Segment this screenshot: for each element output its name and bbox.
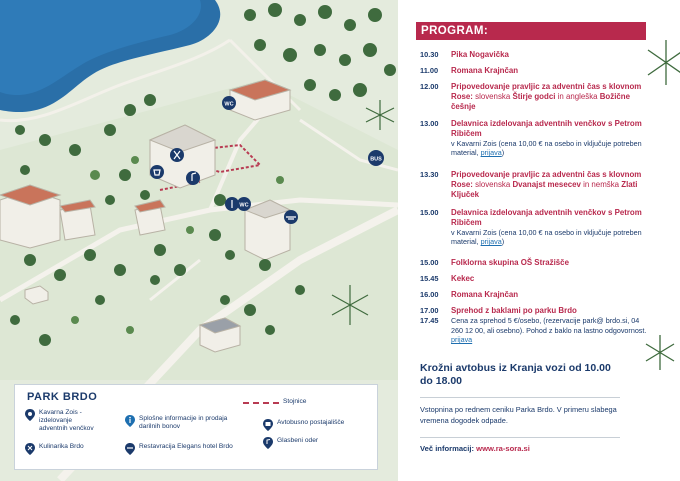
stall-path-swatch <box>243 402 279 404</box>
signup-link[interactable]: prijava <box>451 335 473 345</box>
event-title: Delavnica izdelovanja adventnih venčkov s Petrom Ribičem <box>451 208 642 227</box>
event-note: Cena za sprehod 5 €/osebo, (rezervacije park@ brdo.si, 04 260 12 00, ali osebno). Pohod z baklo na lastno odgovornost. <box>451 315 647 335</box>
music-icon <box>263 437 273 449</box>
divider <box>420 437 620 438</box>
legend-item <box>263 419 373 431</box>
more-info <box>420 444 530 453</box>
legend-item <box>263 437 373 449</box>
event-detail: in angleška <box>557 91 598 101</box>
event-note-close: ) <box>501 237 505 247</box>
event-detail: Štirje godci <box>512 91 556 101</box>
event-title: Delavnica izdelovanja adventnih venčkov s Petrom Ribičem <box>451 119 642 138</box>
program-panel <box>398 0 680 481</box>
event-time: 13.30 <box>420 170 439 179</box>
event-note: v Kavarni Zois (cena 10,00 € na osebo in vključuje potreben material, <box>451 138 642 158</box>
bus-marker-label: BUS <box>370 156 382 163</box>
event-detail: slovenska <box>475 179 511 189</box>
event-detail: Zlati Ključek <box>451 179 638 199</box>
legend-item-label: Splošne informacije in prodaja darilnih bonov <box>139 415 228 430</box>
program-heading: PROGRAM: <box>421 25 489 37</box>
info-icon <box>125 415 135 427</box>
wc-marker-label: WC <box>239 202 249 209</box>
event-title: Pripovedovanje pravljic za adventni čas s klovnom Rose: <box>451 170 642 189</box>
cutlery-icon <box>25 443 35 455</box>
legend-item-label: Kulinarika Brdo <box>39 443 84 450</box>
event-detail: in nemška <box>583 179 620 189</box>
restaurant-icon <box>125 443 135 455</box>
event-time: 15.45 <box>420 274 439 283</box>
event-note-close: ) <box>501 148 505 158</box>
wc-marker-label: WC <box>224 101 234 108</box>
legend-item-label: Avtobusno postajališče <box>277 419 345 426</box>
event-title: Romana Krajnčan <box>451 290 519 299</box>
legend-item <box>25 443 125 455</box>
event-title: Kekec <box>451 274 475 283</box>
legend-item-label: Glasbeni oder <box>277 437 319 444</box>
event-detail: slovenska <box>475 91 511 101</box>
event-time: 17.00 <box>420 306 439 315</box>
stall-path-label: Stojnice <box>283 398 307 405</box>
event-time: 10.30 <box>420 50 439 59</box>
legend-item <box>25 409 125 433</box>
event-title: Romana Krajnčan <box>451 66 519 75</box>
pin-icon <box>25 409 35 421</box>
legend-title: PARK BRDO <box>27 391 98 403</box>
legend-item-label: Restavracija Elegans hotel Brdo <box>139 443 233 450</box>
event-detail: Dvanajst mesecev <box>512 179 581 189</box>
event-detail: Božične češnje <box>451 91 630 111</box>
map-legend <box>14 384 378 470</box>
more-info-label: Več informacij: <box>420 444 475 453</box>
event-title: Sprehod z baklami po parku Brdo <box>451 306 577 315</box>
event-time-end: 17.45 <box>420 315 439 325</box>
program-heading-band <box>416 22 646 40</box>
event-time: 16.00 <box>420 290 439 299</box>
event-time: 12.00 <box>420 82 439 91</box>
legend-item <box>125 415 245 431</box>
more-info-link[interactable]: www.ra-sora.si <box>476 444 530 453</box>
event-title: Pika Nogavička <box>451 50 509 59</box>
event-time: 15.00 <box>420 208 439 217</box>
shuttle-bus-note: Krožni avtobus iz Kranja vozi od 10.00 do 18.00 <box>420 362 611 387</box>
bus-icon <box>263 419 273 431</box>
event-title: Pripovedovanje pravljic za adventni čas s klovnom Rose: <box>451 82 642 101</box>
signup-link[interactable]: prijava <box>480 148 502 158</box>
admission-notes: Vstopnina po rednem ceniku Parka Brdo. V primeru slabega vremena dogodek odpade. <box>420 405 617 425</box>
event-time: 15.00 <box>420 258 439 267</box>
legend-item-label: Kavarna Zois - izdelovanje adventnih venčkov <box>39 409 94 432</box>
event-time: 13.00 <box>420 119 439 128</box>
event-time: 11.00 <box>420 66 439 75</box>
divider <box>420 397 620 398</box>
signup-link[interactable]: prijava <box>480 237 502 247</box>
event-title: Folklorna skupina OŠ Stražišče <box>451 258 569 267</box>
legend-item <box>125 443 245 455</box>
event-note: v Kavarni Zois (cena 10,00 € na osebo in vključuje potreben material, <box>451 227 642 247</box>
